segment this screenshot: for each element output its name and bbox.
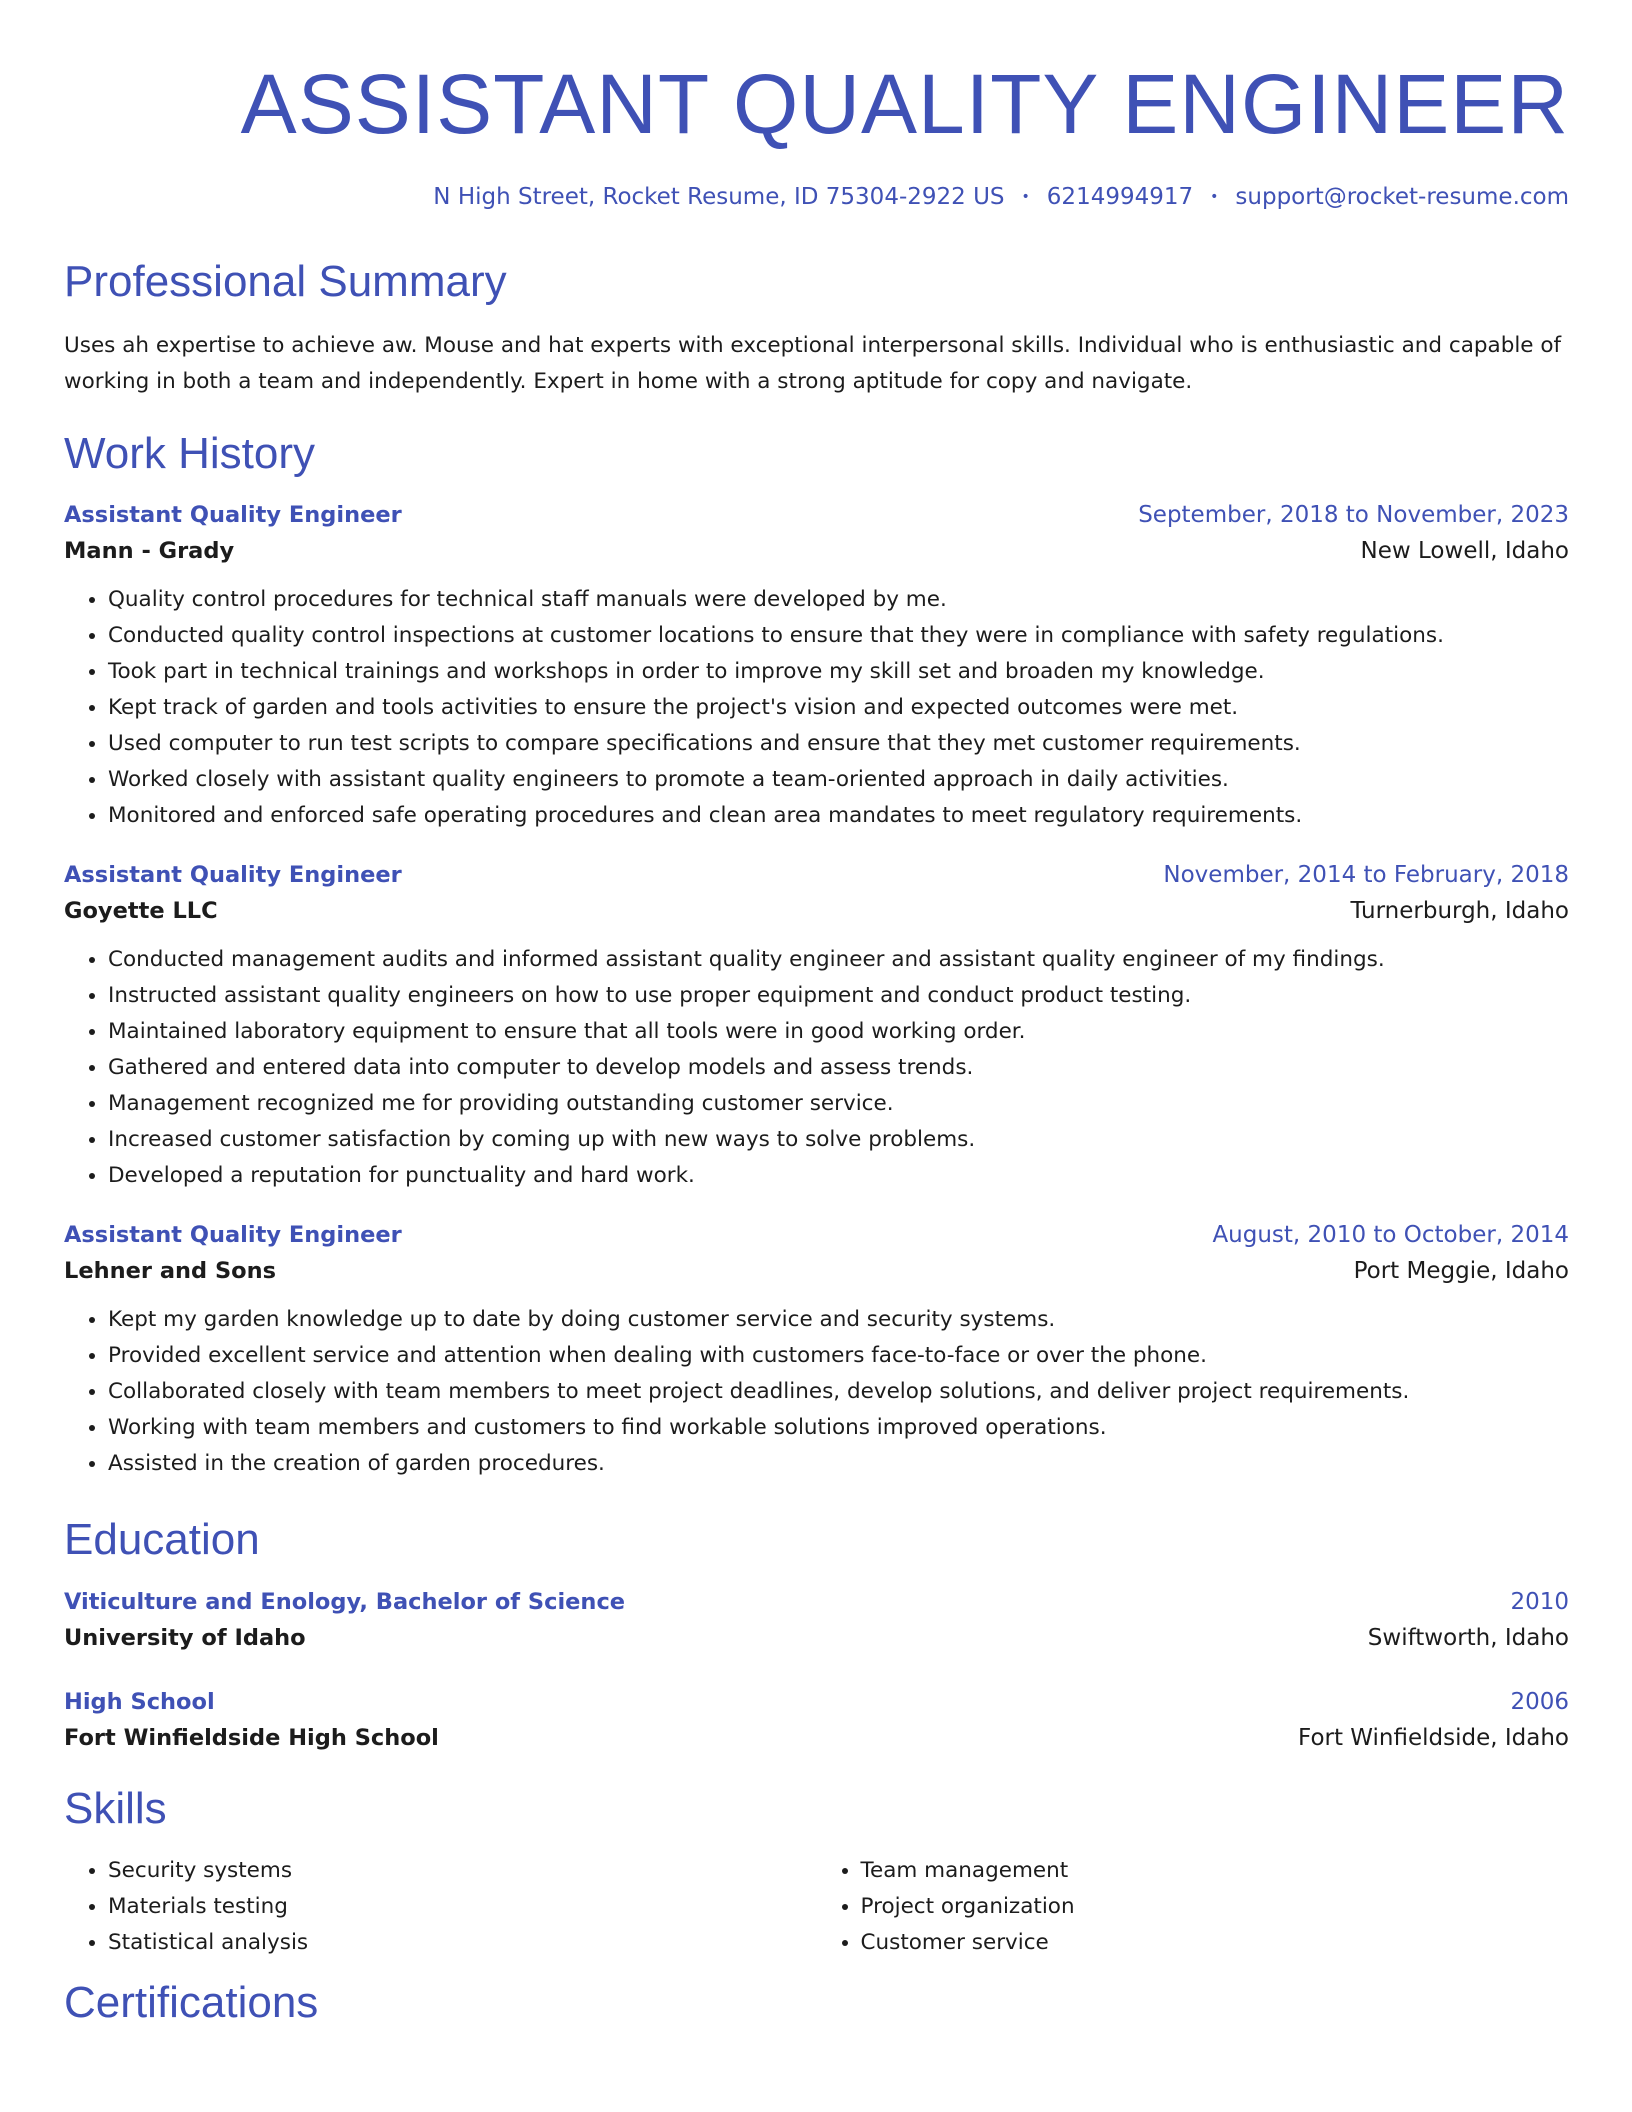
summary-text: Uses ah expertise to achieve aw. Mouse and hat experts with exceptional interpersonal skills. Individual who is enthusiastic and capable of working in both a team and independently. Expert in home with a strong aptitude for copy and navigate.	[64, 332, 1562, 394]
skills-list	[64, 1853, 1569, 1961]
job-entry	[64, 862, 1569, 1194]
education-year: 2010	[1510, 1588, 1569, 1615]
job-bullet: • Developed a reputation for punctuality and hard work.	[108, 1158, 1569, 1194]
contact-address: N High Street, Rocket Resume, ID 75304-2922 US	[433, 184, 1005, 210]
contact-phone[interactable]: 6214994917	[1046, 184, 1194, 210]
contact-separator: •	[1021, 189, 1030, 205]
job-bullet: • Maintained laboratory equipment to ensure that all tools were in good working order.	[108, 1014, 1569, 1050]
education-school: University of Idaho	[64, 1624, 306, 1651]
job-bullet: • Kept my garden knowledge up to date by doing customer service and security systems.	[108, 1302, 1569, 1338]
work-history-heading: Work History	[64, 428, 315, 478]
education-location: Swiftworth, Idaho	[1367, 1624, 1569, 1651]
skill-item: • Security systems	[108, 1853, 817, 1889]
job-company: Lehner and Sons	[64, 1258, 277, 1285]
education-entry	[64, 1689, 1569, 1751]
skills-heading: Skills	[64, 1783, 167, 1833]
job-bullet: • Gathered and entered data into computer to develop models and assess trends.	[108, 1050, 1569, 1086]
job-bullet: • Monitored and enforced safe operating procedures and clean area mandates to meet regulatory requirements.	[108, 798, 1569, 834]
job-company: Goyette LLC	[64, 898, 218, 925]
resume-page	[64, 0, 1569, 2028]
job-entry	[64, 502, 1569, 834]
job-dates: August, 2010 to October, 2014	[1212, 1222, 1569, 1249]
education-degree: High School	[64, 1688, 215, 1715]
job-bullets	[64, 582, 1569, 834]
contact-email[interactable]: support@rocket-resume.com	[1235, 184, 1569, 210]
job-bullet: • Conducted management audits and informed assistant quality engineer and assistant quality engineer of my findings.	[108, 942, 1569, 978]
job-bullet: • Provided excellent service and attention when dealing with customers face-to-face or over the phone.	[108, 1338, 1569, 1374]
job-bullets	[64, 1302, 1569, 1482]
skills-column-left	[64, 1853, 817, 1961]
summary-heading: Professional Summary	[64, 256, 507, 306]
skill-item: • Customer service	[861, 1925, 1570, 1961]
job-bullets	[64, 942, 1569, 1194]
job-location: Turnerburgh, Idaho	[1350, 898, 1569, 925]
job-dates: November, 2014 to February, 2018	[1163, 862, 1569, 889]
job-bullet: • Took part in technical trainings and workshops in order to improve my skill set and broaden my knowledge.	[108, 654, 1569, 690]
resume-name: ASSISTANT QUALITY ENGINEER	[240, 57, 1569, 151]
job-bullet: • Kept track of garden and tools activities to ensure the project's vision and expected outcomes were met.	[108, 690, 1569, 726]
education-entry	[64, 1589, 1569, 1651]
job-bullet: • Conducted quality control inspections at customer locations to ensure that they were in compliance with safety regulations.	[108, 618, 1569, 654]
job-bullet: • Collaborated closely with team members to meet project deadlines, develop solutions, and deliver project requirements.	[108, 1374, 1569, 1410]
skill-item: • Materials testing	[108, 1889, 817, 1925]
job-bullet: • Quality control procedures for technical staff manuals were developed by me.	[108, 582, 1569, 618]
job-bullet: • Management recognized me for providing outstanding customer service.	[108, 1086, 1569, 1122]
education-heading: Education	[64, 1515, 260, 1565]
job-entry	[64, 1222, 1569, 1482]
contact-separator: •	[1210, 189, 1219, 205]
job-bullet: • Worked closely with assistant quality engineers to promote a team-oriented approach in daily activities.	[108, 762, 1569, 798]
job-title: Assistant Quality Engineer	[64, 862, 402, 889]
certifications-heading: Certifications	[64, 1978, 319, 2028]
job-location: New Lowell, Idaho	[1360, 538, 1569, 565]
job-dates: September, 2018 to November, 2023	[1138, 502, 1569, 529]
job-bullet: • Working with team members and customers to find workable solutions improved operations.	[108, 1410, 1569, 1446]
job-title: Assistant Quality Engineer	[64, 1222, 402, 1249]
education-school: Fort Winfieldside High School	[64, 1724, 439, 1751]
job-bullet: • Assisted in the creation of garden procedures.	[108, 1446, 1569, 1482]
job-bullet: • Increased customer satisfaction by coming up with new ways to solve problems.	[108, 1122, 1569, 1158]
education-year: 2006	[1510, 1688, 1569, 1715]
job-company: Mann - Grady	[64, 538, 235, 565]
job-location: Port Meggie, Idaho	[1353, 1258, 1569, 1285]
skill-item: • Project organization	[861, 1889, 1570, 1925]
job-bullet: • Used computer to run test scripts to compare specifications and ensure that they met customer requirements.	[108, 726, 1569, 762]
education-location: Fort Winfieldside, Idaho	[1298, 1724, 1569, 1751]
skill-item: • Statistical analysis	[108, 1925, 817, 1961]
skill-item: • Team management	[861, 1853, 1570, 1889]
contact-line	[64, 184, 1569, 212]
job-bullet: • Instructed assistant quality engineers on how to use proper equipment and conduct product testing.	[108, 978, 1569, 1014]
job-title: Assistant Quality Engineer	[64, 502, 402, 529]
skills-column-right	[817, 1853, 1570, 1961]
education-degree: Viticulture and Enology, Bachelor of Science	[64, 1588, 626, 1615]
